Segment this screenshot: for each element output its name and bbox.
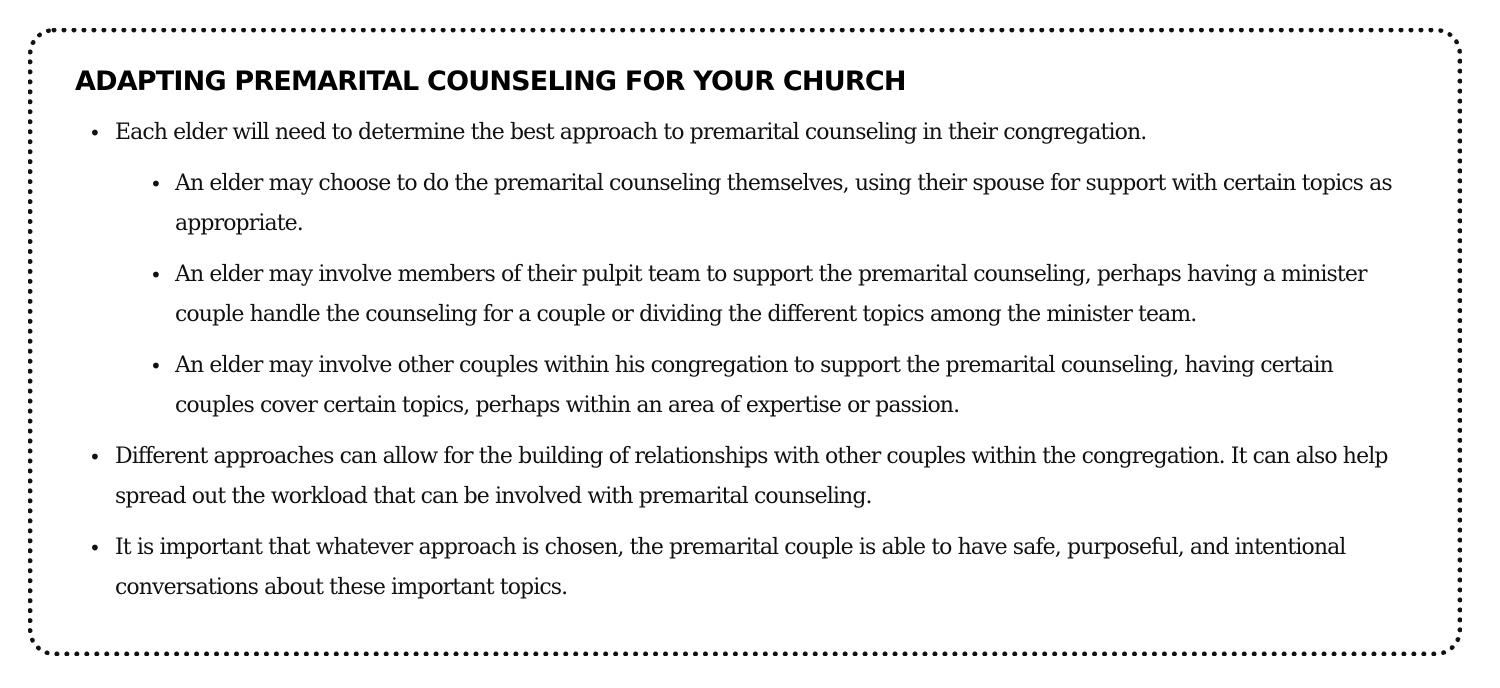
bullet-list [75, 113, 1417, 608]
callout-title: ADAPTING PREMARITAL COUNSELING FOR YOUR CHURCH [75, 66, 906, 97]
bullet-text: It is important that whatever approach is chosen, the premarital couple is able to have safe, purposeful, and intentional conversations about these important topics. [115, 535, 1346, 600]
sub-bullet-text: An elder may involve other couples within his congregation to support the premarital counseling, having certain couples cover certain topics, perhaps within an area of expertise or passion. [175, 353, 1333, 418]
callout-box [28, 28, 1462, 656]
bullet-item [75, 528, 1417, 608]
sub-bullet-text: An elder may involve members of their pulpit team to support the premarital counseling, perhaps having a minister couple handle the counseling for a couple or dividing the different topics among the minister team. [175, 262, 1367, 327]
sub-bullet-item [115, 346, 1417, 426]
bullet-text: Different approaches can allow for the building of relationships with other couples within the congregation. It can also help spread out the workload that can be involved with premarital counseling. [115, 444, 1388, 509]
sub-bullet-list [115, 164, 1417, 426]
sub-bullet-item [115, 164, 1417, 244]
bullet-item [75, 113, 1417, 426]
bullet-item [75, 437, 1417, 517]
bullet-text: Each elder will need to determine the best approach to premarital counseling in their congregation. [115, 120, 1147, 145]
sub-bullet-text: An elder may choose to do the premarital counseling themselves, using their spouse for support with certain topics as appropriate. [175, 171, 1392, 236]
sub-bullet-item [115, 255, 1417, 335]
